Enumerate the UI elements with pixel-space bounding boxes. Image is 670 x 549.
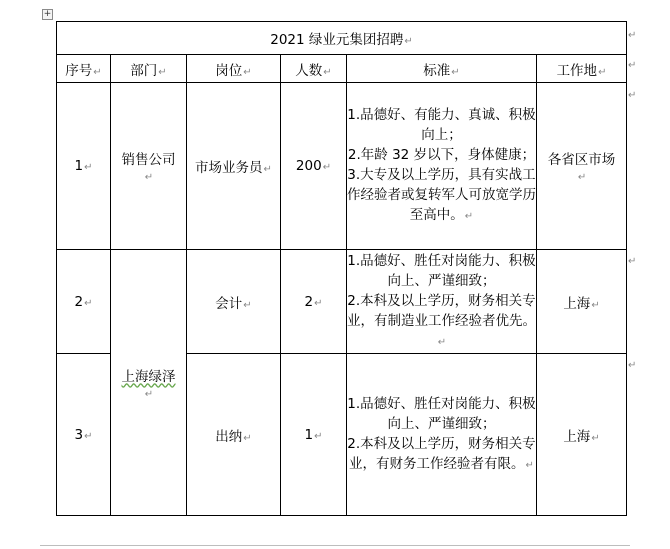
recruitment-table [56, 21, 627, 516]
header-dept: 部门↵ [111, 55, 187, 83]
table-title: 2021 绿业元集团招聘↵ [57, 22, 627, 55]
row-no: 1↵ [57, 83, 111, 250]
row-dept: 销售公司↵ [111, 83, 187, 250]
row-end-mark: ↵ [628, 30, 637, 41]
row-position: 会计↵ [187, 250, 281, 354]
table-move-handle-icon[interactable]: + [43, 9, 52, 19]
row-no: 2↵ [57, 250, 111, 354]
row-end-mark: ↵ [628, 90, 637, 101]
header-location: 工作地↵ [537, 55, 627, 83]
row-no: 3↵ [57, 354, 111, 516]
row-end-mark: ↵ [628, 256, 637, 267]
row-count: 200↵ [281, 83, 347, 250]
row-end-mark: ↵ [628, 360, 637, 371]
row-standard: 1.品德好、有能力、真诚、积极向上； 2.年龄 32 岁以下，身体健康； 3.大专及以上学历，具有实战工作经验者或复转军人可放宽学历至高中。↵ [347, 83, 537, 250]
row-position: 出纳↵ [187, 354, 281, 516]
header-count: 人数↵ [281, 55, 347, 83]
row-position: 市场业务员↵ [187, 83, 281, 250]
row-count: 2↵ [281, 250, 347, 354]
row-location: 各省区市场↵ [537, 83, 627, 250]
page-bottom-rule [40, 545, 630, 546]
header-row [57, 55, 627, 83]
row-location: 上海↵ [537, 250, 627, 354]
table-row [57, 250, 627, 354]
header-no: 序号↵ [57, 55, 111, 83]
row-standard: 1.品德好、胜任对岗能力、积极向上、严谨细致； 2.本科及以上学历，财务相关专业，有制造业工作经验者优先。↵ [347, 250, 537, 354]
table-row [57, 83, 627, 250]
row-dept: 上海绿泽↵ [111, 250, 187, 516]
row-location: 上海↵ [537, 354, 627, 516]
row-count: 1↵ [281, 354, 347, 516]
row-end-mark: ↵ [628, 60, 637, 71]
header-position: 岗位↵ [187, 55, 281, 83]
header-standard: 标准↵ [347, 55, 537, 83]
row-standard: 1.品德好、胜任对岗能力、积极向上、严谨细致； 2.本科及以上学历，财务相关专业，有财务工作经验者有限。↵ [347, 354, 537, 516]
